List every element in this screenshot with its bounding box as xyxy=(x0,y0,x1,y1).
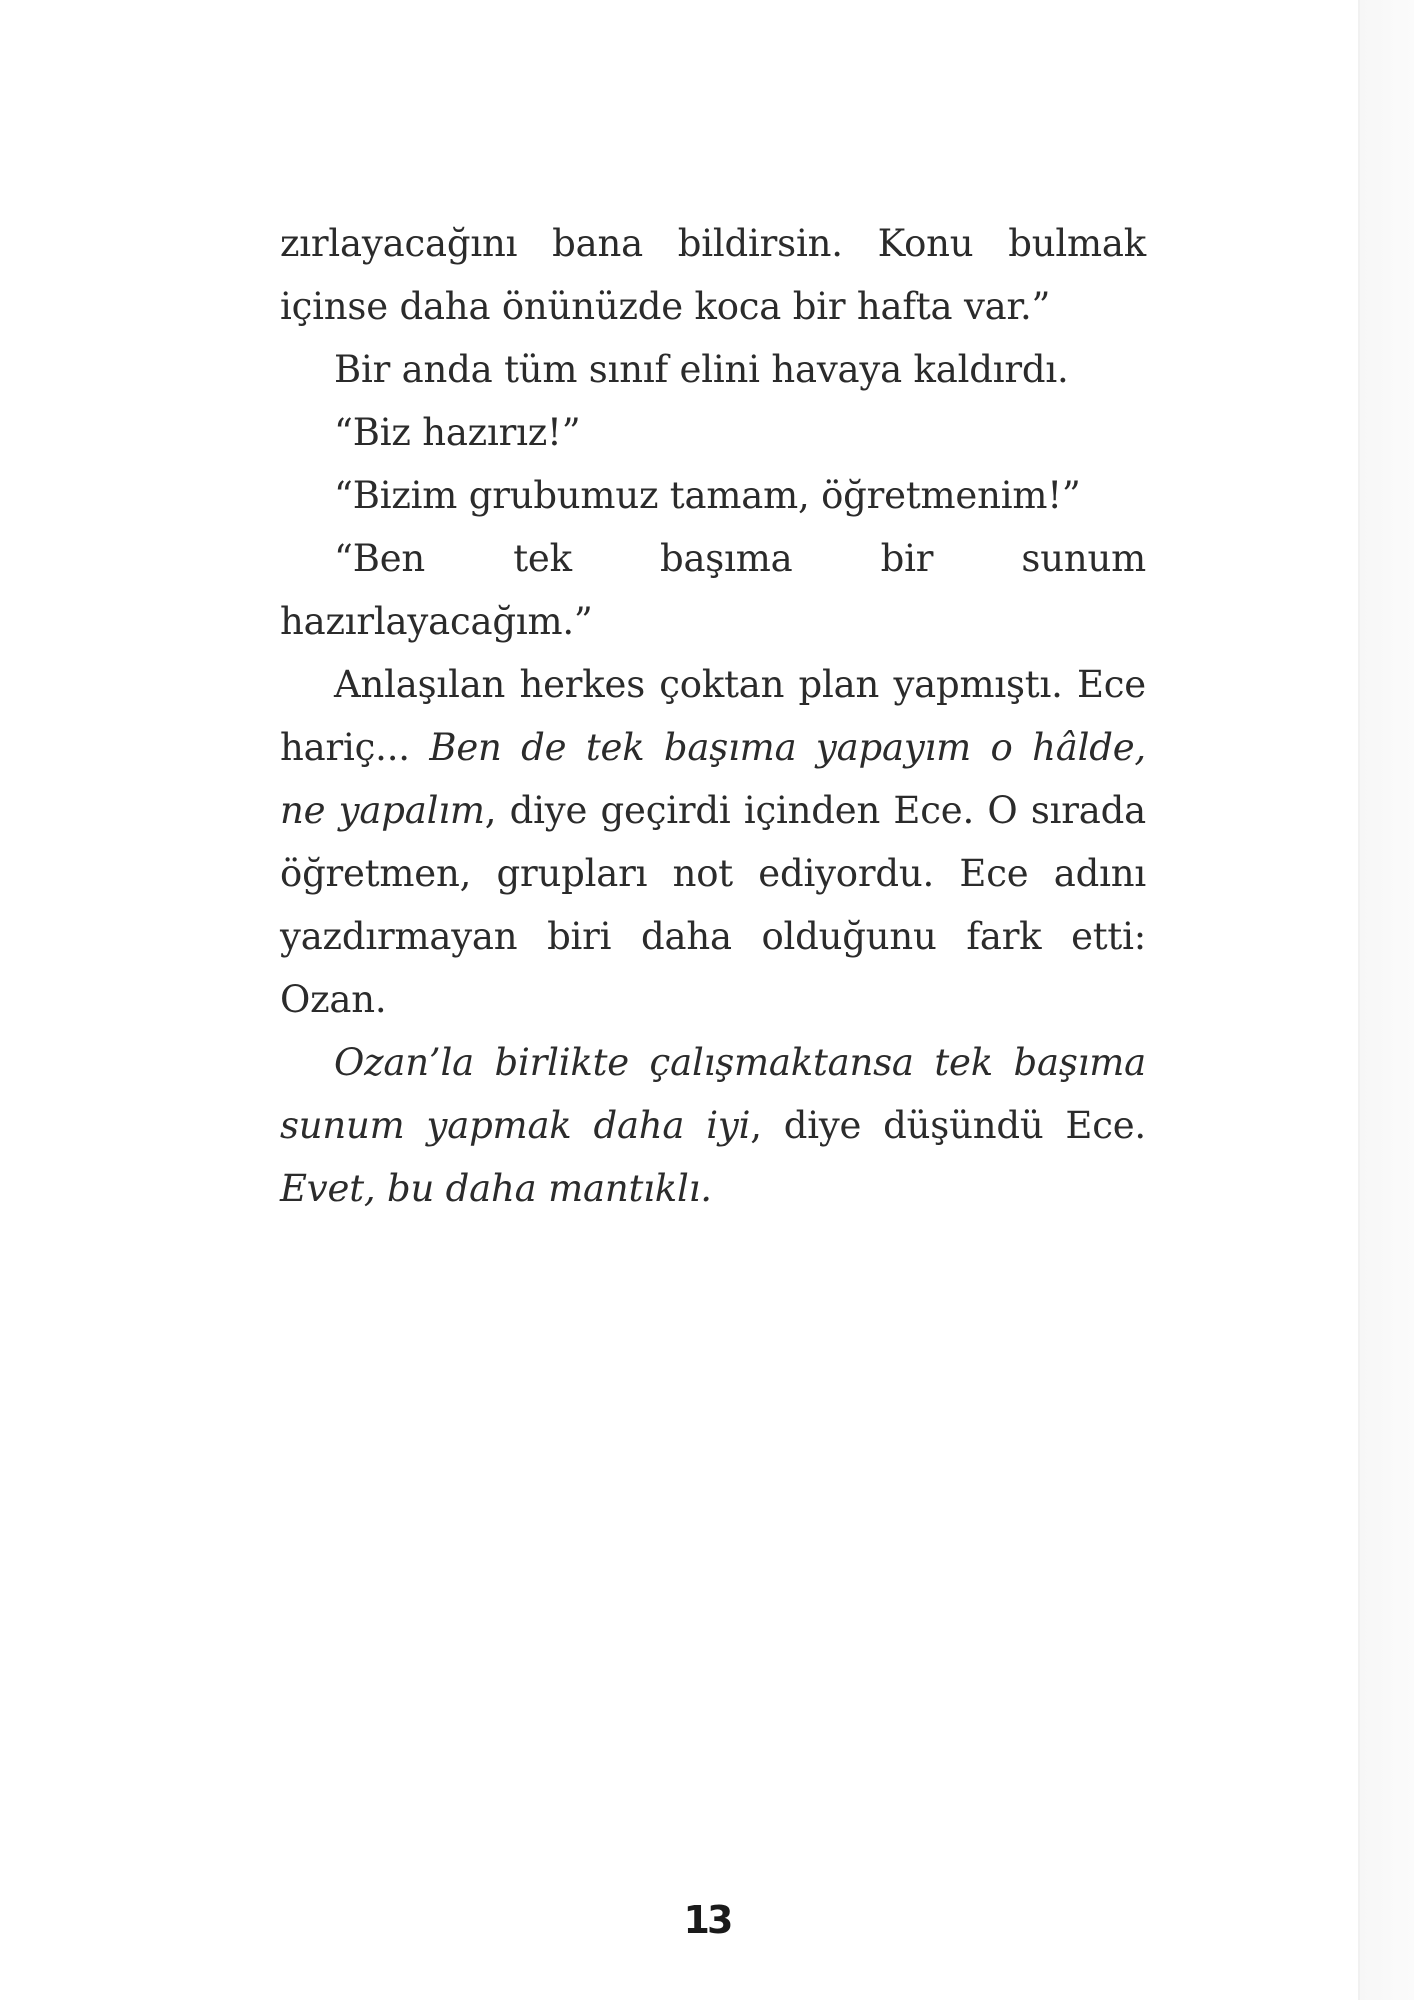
paragraph-6 xyxy=(280,653,1146,1031)
paragraph-4 xyxy=(280,464,1146,527)
text-segment: “Ben tek başıma bir sunum hazırlayacağım.” xyxy=(280,537,1146,643)
text-segment: Anlaşılan herkes çoktan plan yapmıştı. Ece hariç... xyxy=(280,663,1146,769)
page-edge xyxy=(1358,0,1360,2000)
text-segment: “Biz hazırız!” xyxy=(334,411,581,454)
text-segment: zırlayacağını bana bildirsin. Konu bulmak içinse daha önünüzde koca bir hafta var.” xyxy=(280,222,1146,328)
paragraph-5 xyxy=(280,527,1146,653)
paragraph-7 xyxy=(280,1031,1146,1220)
italic-thought: Ben de tek başıma yapayım o hâlde, ne yapalım xyxy=(280,726,1146,832)
paragraph-1 xyxy=(280,212,1146,338)
text-segment: , diye düşündü Ece. xyxy=(750,1104,1146,1147)
text-segment: , diye geçirdi içinden Ece. O sırada öğretmen, grupları not ediyordu. Ece adını yazdırmayan biri daha olduğunu fark etti: Ozan. xyxy=(280,789,1146,1021)
italic-thought: Ozan’la birlikte çalışmaktansa tek başıma sunum yapmak daha iyi xyxy=(280,1041,1146,1147)
italic-thought: Evet, bu daha mantıklı. xyxy=(280,1167,712,1210)
text-segment: “Bizim grubumuz tamam, öğretmenim!” xyxy=(334,474,1081,517)
page-number: 13 xyxy=(683,1898,731,1942)
text-segment: Bir anda tüm sınıf elini havaya kaldırdı. xyxy=(334,348,1069,391)
page-edge-shadow xyxy=(1360,0,1414,2000)
paragraph-2 xyxy=(280,338,1146,401)
paragraph-3 xyxy=(280,401,1146,464)
body-text xyxy=(280,212,1146,1220)
